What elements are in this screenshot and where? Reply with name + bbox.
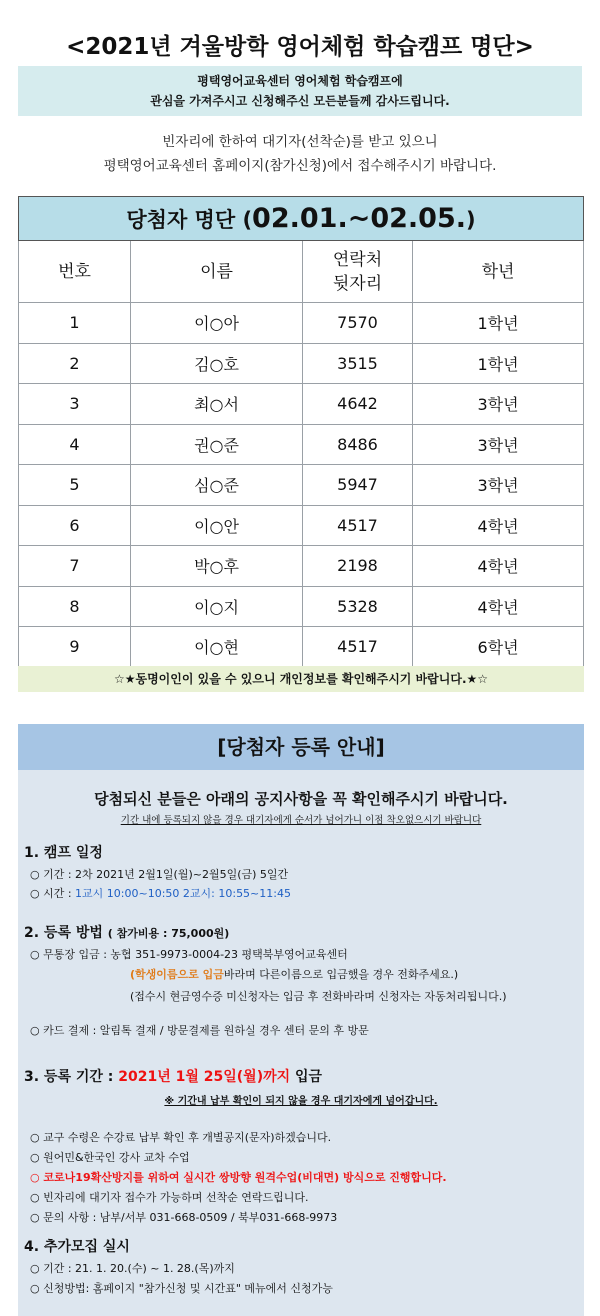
cell-grade: 1학년	[413, 343, 584, 384]
registration-period-label: 3. 등록 기간 :	[24, 1069, 119, 1085]
schedule-time-label: ○ 시간 :	[30, 887, 76, 900]
page-title: <2021년 겨울방학 영어체험 학습캠프 명단>	[66, 34, 534, 60]
cell-phone: 4517	[303, 505, 413, 546]
cell-grade: 4학년	[413, 586, 584, 627]
col-header-phone-line-1: 연락처	[332, 249, 383, 270]
cell-phone: 3515	[303, 343, 413, 384]
deposit-name-note	[130, 966, 458, 982]
cell-no: 9	[19, 627, 131, 668]
registration-sub-note: 기간 내에 등록되지 않을 경우 대기자에게 순서가 넘어가니 이점 착오없으시기 바랍니다	[120, 815, 482, 826]
cell-name: 박○후	[131, 546, 303, 587]
winners-title-suffix: )	[466, 208, 476, 232]
table-row	[19, 465, 584, 506]
table-row	[19, 586, 584, 627]
col-header-phone	[303, 241, 413, 303]
table-row	[19, 627, 584, 668]
winners-date-range: 02.01.~02.05.	[252, 203, 466, 234]
cell-grade: 6학년	[413, 627, 584, 668]
table-row	[19, 343, 584, 384]
registration-fee: ( 참가비용 : 75,000원)	[107, 927, 230, 940]
payment-warning: ※ 기간내 납부 확인이 되지 않을 경우 대기자에게 넘어갑니다.	[164, 1096, 438, 1107]
deposit-name-rest: 바라며 다른이름으로 입금했을 경우 전화주세요.)	[223, 968, 459, 981]
cell-grade: 4학년	[413, 546, 584, 587]
cell-grade: 1학년	[413, 303, 584, 344]
thanks-banner	[18, 66, 582, 116]
recruitment-method: ○ 신청방법: 홈페이지 "참가신청 및 시간표" 메뉴에서 신청가능	[30, 1282, 333, 1295]
cell-phone: 4642	[303, 384, 413, 425]
schedule-period: ○ 기간 : 2차 2021년 2월1일(월)~2월5일(금) 5일간	[30, 868, 289, 881]
duplicate-name-note: ☆★동명이인이 있을 수 있으니 개인정보를 확인해주시기 바랍니다.★☆	[18, 666, 584, 692]
cell-no: 7	[19, 546, 131, 587]
table-row	[19, 424, 584, 465]
col-header-phone-line-2: 뒷자리	[332, 273, 383, 294]
thanks-line-2: 관심을 가져주시고 신청해주신 모든분들께 감사드립니다.	[150, 94, 450, 108]
cell-phone: 5947	[303, 465, 413, 506]
registration-intro: 당첨되신 분들은 아래의 공지사항을 꼭 확인해주시기 바랍니다.	[94, 790, 508, 808]
winners-title-prefix: 당첨자 명단 (	[126, 208, 253, 232]
cell-phone: 2198	[303, 546, 413, 587]
cell-name: 김○호	[131, 343, 303, 384]
card-payment-info: ○ 카드 결제 : 알림톡 결재 / 방문결제를 원하실 경우 센터 문의 후 방문	[30, 1024, 369, 1037]
registration-info-box	[18, 724, 584, 1316]
notice-line-2: 평택영어교육센터 홈페이지(참가신청)에서 접수해주시기 바랍니다.	[103, 158, 497, 174]
bank-transfer-info: ○ 무통장 입금 : 농협 351-9973-0004-23 평택북부영어교육센터	[30, 948, 348, 961]
col-header-name: 이름	[131, 241, 303, 303]
schedule-time-value: 1교시 10:00~10:50 2교시: 10:55~11:45	[75, 887, 291, 900]
table-row	[19, 303, 584, 344]
col-header-grade: 학년	[413, 241, 584, 303]
cell-name: 최○서	[131, 384, 303, 425]
section-registration-period	[24, 1066, 322, 1086]
cell-no: 5	[19, 465, 131, 506]
cell-grade: 3학년	[413, 424, 584, 465]
registration-deadline: 2021년 1월 25일(월)까지	[118, 1069, 291, 1085]
notice-bullet-2: ○ 원어민&한국인 강사 교차 수업	[30, 1151, 190, 1164]
cell-grade: 4학년	[413, 505, 584, 546]
notice-bullet-1: ○ 교구 수령은 수강료 납부 확인 후 개별공지(문자)하겠습니다.	[30, 1131, 332, 1144]
notice-bullet-5: ○ 문의 사항 : 남부/서부 031-668-0509 / 북부031-668-9973	[30, 1211, 338, 1224]
cell-name: 이○현	[131, 627, 303, 668]
cell-no: 3	[19, 384, 131, 425]
section-additional-recruitment: 4. 추가모집 실시	[24, 1239, 130, 1255]
notice-line-1: 빈자리에 한하여 대기자(선착순)를 받고 있으니	[162, 134, 438, 150]
cell-phone: 7570	[303, 303, 413, 344]
col-header-number: 번호	[19, 241, 131, 303]
table-row	[19, 546, 584, 587]
cell-name: 권○준	[131, 424, 303, 465]
schedule-time	[30, 885, 291, 901]
cell-phone: 5328	[303, 586, 413, 627]
registration-period-suffix: 입금	[290, 1069, 323, 1085]
winners-table	[18, 196, 584, 668]
cell-phone: 4517	[303, 627, 413, 668]
registration-method-heading: 2. 등록 방법	[24, 925, 103, 941]
table-row	[19, 505, 584, 546]
waitlist-notice	[0, 130, 600, 178]
cell-no: 4	[19, 424, 131, 465]
cell-no: 8	[19, 586, 131, 627]
cell-no: 1	[19, 303, 131, 344]
cell-name: 이○안	[131, 505, 303, 546]
notice-bullet-3: ○ 코로나19확산방지를 위하여 실시간 쌍방향 원격수업(비대면) 방식으로 진행합니다.	[30, 1171, 447, 1184]
cell-name: 심○준	[131, 465, 303, 506]
cell-phone: 8486	[303, 424, 413, 465]
thanks-line-1: 평택영어교육센터 영어체험 학습캠프에	[197, 74, 403, 88]
deposit-student-name: (학생이름으로 입금	[130, 968, 224, 981]
cell-no: 2	[19, 343, 131, 384]
cell-grade: 3학년	[413, 465, 584, 506]
registration-header: [당첨자 등록 안내]	[18, 724, 584, 770]
notice-bullet-4: ○ 빈자리에 대기자 접수가 가능하며 선착순 연락드립니다.	[30, 1191, 309, 1204]
winners-table-title	[19, 197, 584, 241]
recruitment-period: ○ 기간 : 21. 1. 20.(수) ~ 1. 28.(목)까지	[30, 1262, 235, 1275]
section-registration-method	[24, 922, 229, 942]
section-camp-schedule: 1. 캠프 일정	[24, 845, 103, 861]
table-row	[19, 384, 584, 425]
cash-receipt-note: (접수시 현금영수증 미신청자는 입금 후 전화바라며 신청자는 자동처리됩니다.)	[130, 990, 507, 1003]
cell-no: 6	[19, 505, 131, 546]
cell-name: 이○아	[131, 303, 303, 344]
cell-name: 이○지	[131, 586, 303, 627]
cell-grade: 3학년	[413, 384, 584, 425]
